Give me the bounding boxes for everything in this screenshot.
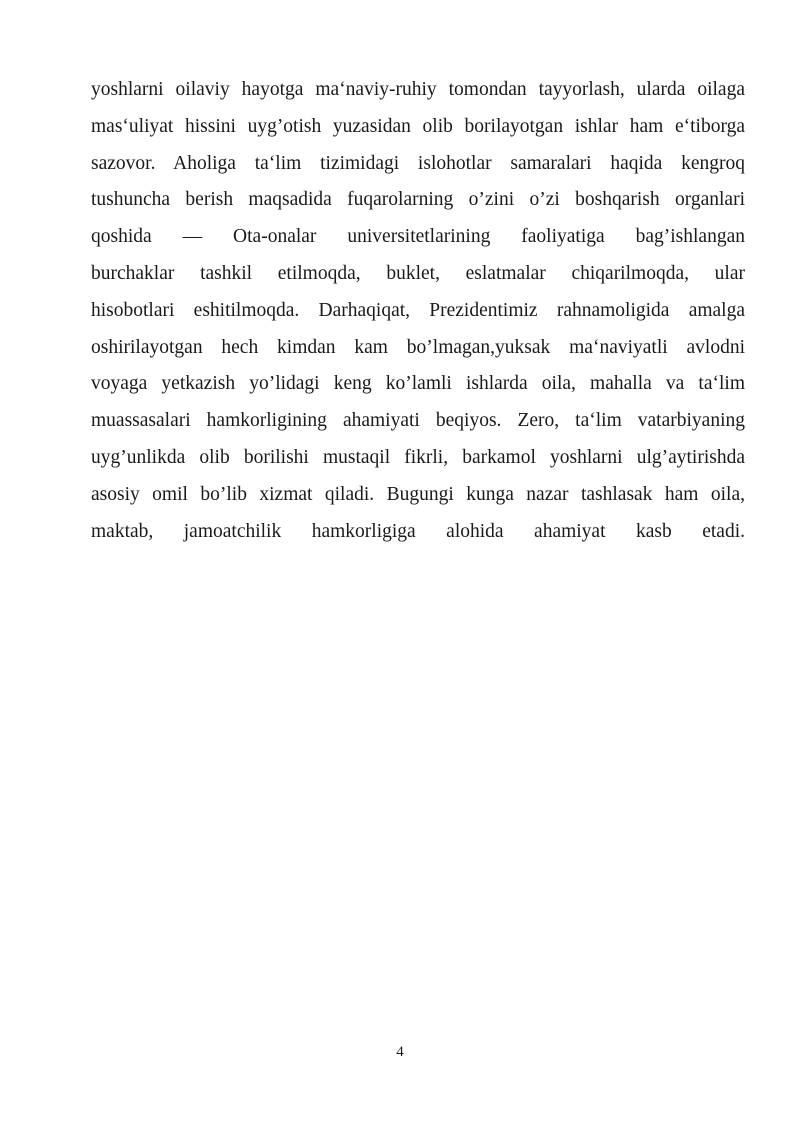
text-line: uyg’unlikda olib borilishi mustaqil fikrli, barkamol yoshlarni ulg’aytirishda: [91, 446, 745, 468]
text-line: muassasalari hamkorligining ahamiyati beqiyos. Zero, ta‘lim vatarbiyaning: [91, 410, 745, 432]
text-line: mas‘uliyat hissini uyg’otish yuzasidan olib borilayotgan ishlar ham e‘tiborga: [91, 115, 745, 137]
text-line: voyaga yetkazish yo’lidagi keng ko’lamli ishlarda oila, mahalla va ta‘lim: [91, 373, 745, 395]
text-line: hisobotlari eshitilmoqda. Darhaqiqat, Prezidentimiz rahnamoligida amalga: [91, 299, 745, 321]
body-text: [91, 72, 745, 550]
text-line: tushuncha berish maqsadida fuqarolarning o’zini o’zi boshqarish organlari: [91, 189, 745, 211]
text-line: qoshida — Ota-onalar universitetlarining faoliyatiga bag’ishlangan: [91, 226, 745, 248]
text-line: sazovor. Aholiga ta‘lim tizimidagi islohotlar samaralari haqida kengroq: [91, 152, 745, 174]
text-line: yoshlarni oilaviy hayotga ma‘naviy-ruhiy tomondan tayyorlash, ularda oilaga: [91, 79, 745, 100]
text-line: oshirilayotgan hech kimdan kam bo’lmagan,yuksak ma‘naviyatli avlodni: [91, 336, 745, 358]
page-number: 4: [396, 1044, 404, 1060]
text-line: asosiy omil bo’lib xizmat qiladi. Bugungi kunga nazar tashlasak ham oila,: [91, 483, 745, 505]
text-line: burchaklar tashkil etilmoqda, buklet, eslatmalar chiqarilmoqda, ular: [91, 262, 745, 284]
text-line: maktab, jamoatchilik hamkorligiga alohida ahamiyat kasb etadi.: [91, 520, 745, 542]
